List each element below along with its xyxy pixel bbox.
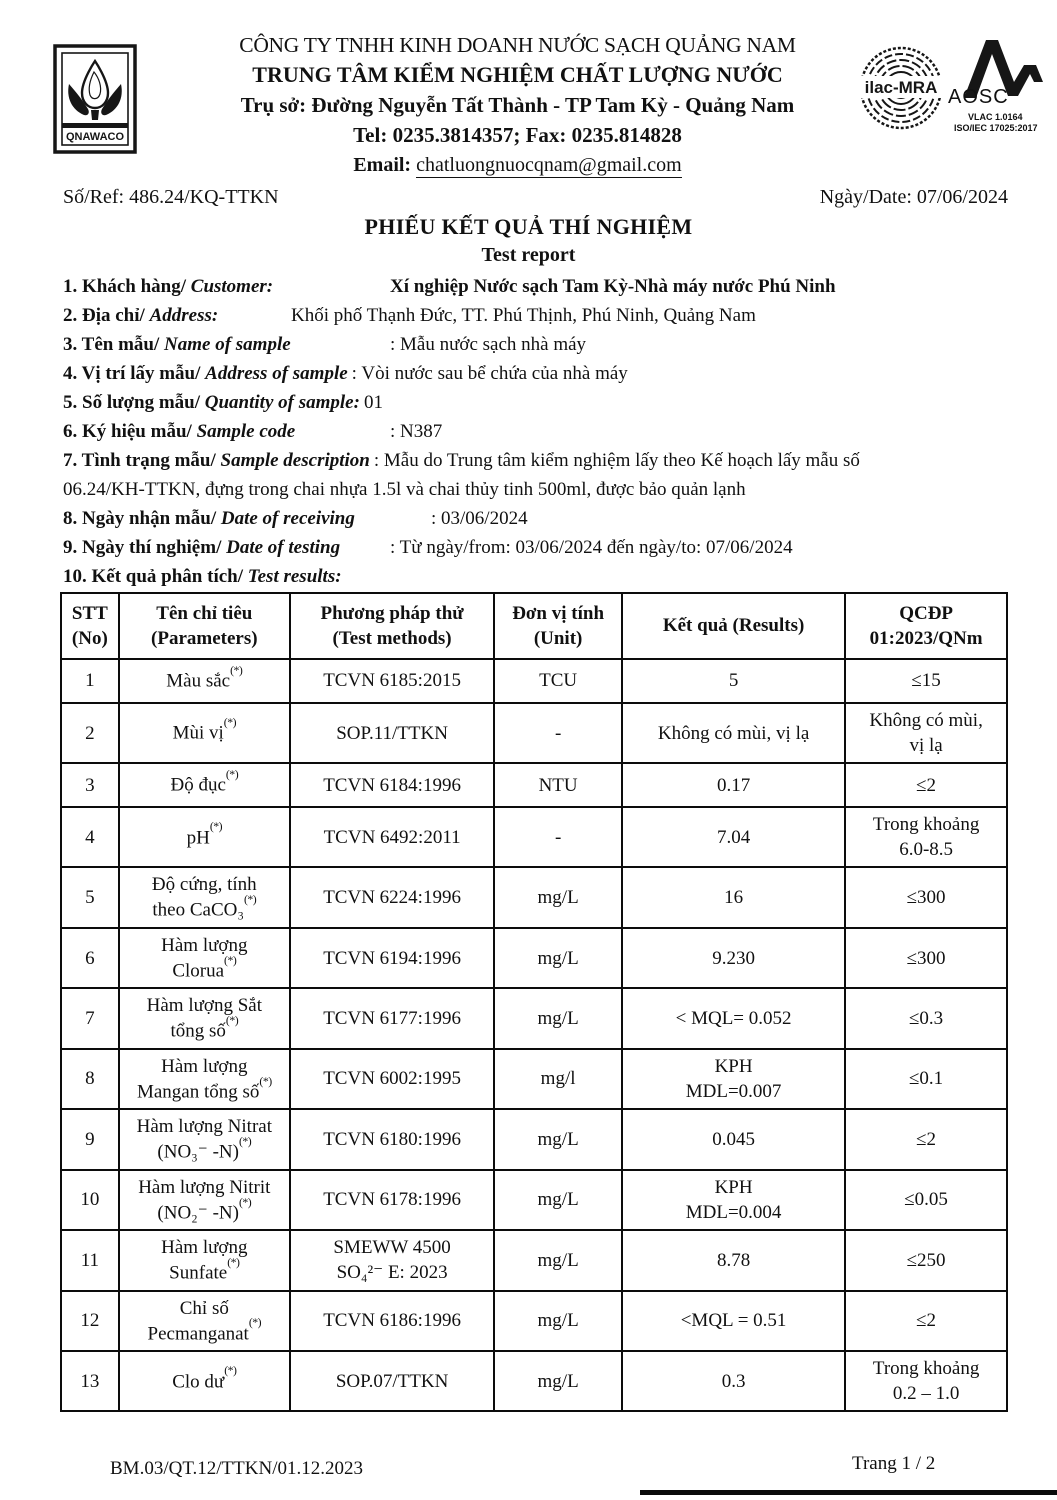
cell-limit: ≤0.05	[845, 1170, 1007, 1230]
ilac-mra-text: ilac-MRA	[864, 78, 938, 97]
center-name: TRUNG TÂM KIỂM NGHIỆM CHẤT LƯỢNG NƯỚC	[252, 62, 783, 87]
qnawaco-logo-icon	[53, 44, 137, 154]
cell-parameter: Chỉ số Pecmanganat(*)	[119, 1291, 290, 1351]
aosc-text: AOSC	[948, 86, 1009, 108]
field-value: 01	[363, 392, 383, 413]
table-row	[61, 988, 1007, 1048]
cell-test-method: TCVN 6002:1995	[290, 1049, 494, 1109]
qnawaco-logo-text: QNAWACO	[65, 131, 125, 143]
cell-result: 8.78	[622, 1230, 845, 1290]
table-row	[61, 928, 1007, 988]
cell-test-method: TCVN 6186:1996	[290, 1291, 494, 1351]
cell-no: 5	[61, 867, 119, 927]
table-row	[61, 763, 1007, 807]
cell-no: 8	[61, 1049, 119, 1109]
table-row	[61, 867, 1007, 927]
cell-unit: -	[494, 703, 622, 763]
email-address: chatluongnuocqnam@gmail.com	[416, 154, 682, 176]
cell-unit: mg/L	[494, 1351, 622, 1411]
form-code: BM.03/QT.12/TTKN/01.12.2023	[110, 1458, 363, 1479]
cell-result: KPH MDL=0.007	[622, 1049, 845, 1109]
table-row	[61, 1170, 1007, 1230]
field-label-vi: 5. Số lượng mẫu/	[63, 392, 201, 413]
cell-parameter: Hàm lượng Nitrit (NO₂⁻ -N)(*)	[119, 1170, 290, 1230]
cell-unit: TCU	[494, 659, 622, 703]
cell-test-method: SOP.07/TTKN	[290, 1351, 494, 1411]
page-title: PHIẾU KẾT QUẢ THÍ NGHIỆM	[364, 214, 693, 239]
field-value: : N387	[390, 421, 443, 442]
cell-test-method: TCVN 6178:1996	[290, 1170, 494, 1230]
cell-test-method: TCVN 6194:1996	[290, 928, 494, 988]
column-header: Kết quả (Results)	[622, 593, 845, 659]
field-test-results-heading	[63, 562, 1008, 591]
cell-unit: mg/L	[494, 1170, 622, 1230]
cell-test-method: TCVN 6184:1996	[290, 763, 494, 807]
cell-no: 10	[61, 1170, 119, 1230]
field-date-receiving	[63, 504, 1008, 533]
cell-limit: Không có mùi, vị lạ	[845, 703, 1007, 763]
cell-test-method: TCVN 6177:1996	[290, 988, 494, 1048]
cell-parameter: Độ đục(*)	[119, 763, 290, 807]
cell-parameter: pH(*)	[119, 807, 290, 867]
cell-result: < MQL= 0.052	[622, 988, 845, 1048]
tel-fax-line: Tel: 0235.3814357; Fax: 0235.814828	[353, 123, 682, 147]
field-value: : Mẫu do Trung tâm kiểm nghiệm lấy theo Kế hoạch lấy mẫu số	[373, 450, 860, 471]
results-table	[60, 592, 1008, 1412]
field-value: : Vòi nước sau bể chứa của nhà máy	[351, 363, 628, 384]
column-header: Đơn vị tính (Unit)	[494, 593, 622, 659]
table-row	[61, 1291, 1007, 1351]
field-label-en: Sample description	[220, 450, 370, 471]
column-header: Phương pháp thử (Test methods)	[290, 593, 494, 659]
cell-no: 2	[61, 703, 119, 763]
cell-no: 11	[61, 1230, 119, 1290]
field-sample-quantity	[63, 388, 1008, 417]
cell-limit: ≤15	[845, 659, 1007, 703]
field-label-vi: 4. Vị trí lấy mẫu/	[63, 363, 201, 384]
page-number: Trang 1 / 2	[852, 1453, 936, 1474]
cell-limit: ≤0.1	[845, 1049, 1007, 1109]
aosc-icon	[946, 32, 1052, 136]
field-label-vi: 9. Ngày thí nghiệm/	[63, 537, 222, 558]
cell-parameter: Hàm lượng Nitrat (NO₃⁻ -N)(*)	[119, 1109, 290, 1169]
cell-limit: ≤2	[845, 1109, 1007, 1169]
cell-test-method: SOP.11/TTKN	[290, 703, 494, 763]
cell-unit: mg/L	[494, 928, 622, 988]
field-value: Xí nghiệp Nước sạch Tam Kỳ-Nhà máy nước Phú Ninh	[390, 276, 836, 297]
table-row	[61, 659, 1007, 703]
field-sample-code	[63, 417, 1008, 446]
cell-test-method: TCVN 6224:1996	[290, 867, 494, 927]
cell-result: 7.04	[622, 807, 845, 867]
table-row	[61, 1109, 1007, 1169]
table-row	[61, 1230, 1007, 1290]
cell-result: 0.045	[622, 1109, 845, 1169]
cell-parameter: Hàm lượng Sunfate(*)	[119, 1230, 290, 1290]
field-label-en: Test results:	[247, 566, 342, 587]
field-label-vi: 3. Tên mẫu/	[63, 334, 160, 355]
sample-info-fields	[63, 272, 1008, 591]
cell-unit: mg/l	[494, 1049, 622, 1109]
field-customer	[63, 272, 1008, 301]
table-row	[61, 1049, 1007, 1109]
field-address	[63, 301, 1008, 330]
cell-test-method: SMEWW 4500 SO₄²⁻ E: 2023	[290, 1230, 494, 1290]
head-office-address: Trụ sở: Đường Nguyễn Tất Thành - TP Tam Kỳ - Quảng Nam	[240, 93, 795, 117]
field-label-en: Name of sample	[164, 334, 291, 355]
cell-parameter: Hàm lượng Sắt tổng số(*)	[119, 988, 290, 1048]
email-label: Email:	[353, 154, 412, 176]
cell-no: 7	[61, 988, 119, 1048]
results-table-body	[61, 659, 1007, 1411]
cell-unit: mg/L	[494, 867, 622, 927]
cell-unit: mg/L	[494, 1230, 622, 1290]
field-label-en: Sample code	[196, 421, 296, 442]
cell-no: 1	[61, 659, 119, 703]
meta-row	[63, 186, 1008, 209]
cell-result: 16	[622, 867, 845, 927]
cell-result: 5	[622, 659, 845, 703]
field-value: : Mẫu nước sạch nhà máy	[390, 334, 587, 355]
vlac-text: VLAC 1.0164	[968, 112, 1023, 122]
field-sample-name	[63, 330, 1008, 359]
field-sample-description	[63, 446, 1008, 475]
cell-result: 9.230	[622, 928, 845, 988]
cell-unit: NTU	[494, 763, 622, 807]
cell-unit: -	[494, 807, 622, 867]
cell-test-method: TCVN 6492:2011	[290, 807, 494, 867]
results-table-header-row	[61, 593, 1007, 659]
cell-limit: Trong khoảng 0.2 – 1.0	[845, 1351, 1007, 1411]
scan-artifact-line	[640, 1490, 1057, 1495]
cell-no: 13	[61, 1351, 119, 1411]
cell-unit: mg/L	[494, 988, 622, 1048]
field-label-en: Address of sample	[205, 363, 348, 384]
cell-result: Không có mùi, vị lạ	[622, 703, 845, 763]
field-value: : 03/06/2024	[431, 508, 528, 529]
cell-parameter: Màu sắc(*)	[119, 659, 290, 703]
cell-parameter: Clo dư(*)	[119, 1351, 290, 1411]
cell-unit: mg/L	[494, 1291, 622, 1351]
ilac-mra-icon	[860, 38, 942, 138]
field-label-vi: 7. Tình trạng mẫu/	[63, 450, 216, 471]
field-value: : Từ ngày/from: 03/06/2024 đến ngày/to: 07/06/2024	[390, 537, 793, 558]
cell-no: 3	[61, 763, 119, 807]
column-header: STT (No)	[61, 593, 119, 659]
field-label-en: Customer:	[190, 276, 274, 297]
field-sample-location	[63, 359, 1008, 388]
field-label-en: Address:	[149, 305, 219, 326]
field-value: Khối phố Thạnh Đức, TT. Phú Thịnh, Phú Ninh, Quảng Nam	[291, 305, 756, 326]
cell-limit: ≤250	[845, 1230, 1007, 1290]
cell-no: 9	[61, 1109, 119, 1169]
cell-limit: ≤0.3	[845, 988, 1007, 1048]
company-name: CÔNG TY TNHH KINH DOANH NƯỚC SẠCH QUẢNG NAM	[239, 33, 796, 57]
cell-result: 0.3	[622, 1351, 845, 1411]
cell-no: 12	[61, 1291, 119, 1351]
column-header: Tên chỉ tiêu (Parameters)	[119, 593, 290, 659]
field-date-testing	[63, 533, 1008, 562]
cell-limit: ≤300	[845, 928, 1007, 988]
document-date: Ngày/Date: 07/06/2024	[819, 186, 1008, 208]
table-row	[61, 1351, 1007, 1411]
cell-limit: ≤2	[845, 1291, 1007, 1351]
cell-unit: mg/L	[494, 1109, 622, 1169]
cell-result: <MQL = 0.51	[622, 1291, 845, 1351]
iso-text: ISO/IEC 17025:2017	[954, 123, 1038, 133]
cell-result: KPH MDL=0.004	[622, 1170, 845, 1230]
cell-result: 0.17	[622, 763, 845, 807]
cell-limit: Trong khoảng 6.0-8.5	[845, 807, 1007, 867]
cell-no: 4	[61, 807, 119, 867]
letterhead	[180, 30, 855, 180]
field-label-vi: 6. Ký hiệu mẫu/	[63, 421, 192, 442]
field-label-en: Quantity of sample:	[204, 392, 360, 413]
field-label-vi: 10. Kết quả phân tích/	[63, 566, 244, 587]
field-sample-description-cont: 06.24/KH-TTKN, đựng trong chai nhựa 1.5l và chai thủy tinh 500ml, được bảo quản lạnh	[63, 479, 746, 500]
column-header: QCĐP 01:2023/QNm	[845, 593, 1007, 659]
cell-parameter: Độ cứng, tính theo CaCO₃(*)	[119, 867, 290, 927]
cell-parameter: Mùi vị(*)	[119, 703, 290, 763]
cell-test-method: TCVN 6180:1996	[290, 1109, 494, 1169]
cell-limit: ≤300	[845, 867, 1007, 927]
cell-parameter: Hàm lượng Clorua(*)	[119, 928, 290, 988]
cell-test-method: TCVN 6185:2015	[290, 659, 494, 703]
field-label-en: Date of receiving	[220, 508, 355, 529]
field-label-en: Date of testing	[226, 537, 341, 558]
cell-no: 6	[61, 928, 119, 988]
page-subtitle: Test report	[481, 244, 576, 266]
table-row	[61, 703, 1007, 763]
field-label-vi: 2. Địa chỉ/	[63, 305, 145, 326]
field-label-vi: 8. Ngày nhận mẫu/	[63, 508, 217, 529]
table-row	[61, 807, 1007, 867]
email-line	[180, 150, 855, 180]
document-ref: Số/Ref: 486.24/KQ-TTKN	[63, 186, 279, 208]
field-label-vi: 1. Khách hàng/	[63, 276, 187, 297]
cell-limit: ≤2	[845, 763, 1007, 807]
cell-parameter: Hàm lượng Mangan tổng số(*)	[119, 1049, 290, 1109]
